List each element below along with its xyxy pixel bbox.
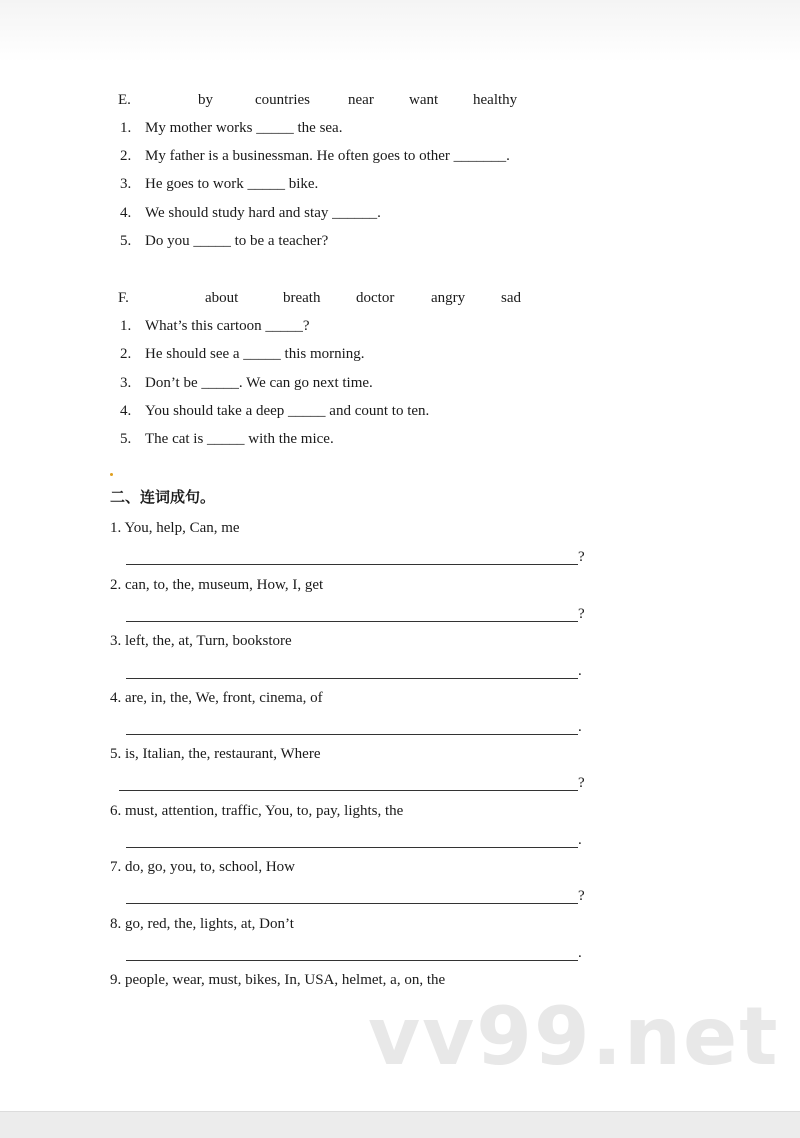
answer-line[interactable]	[126, 678, 578, 679]
item-number: 1.	[120, 318, 132, 334]
scrambled-sentence: 3. left, the, at, Turn, bookstore	[110, 633, 292, 649]
page-top-shade	[0, 0, 800, 62]
exercise-item	[120, 204, 560, 222]
item-number: 3.	[120, 375, 132, 391]
word-bank-word: want	[409, 92, 439, 108]
exercise-item	[120, 232, 560, 250]
item-number: 3.	[120, 176, 132, 192]
scrambled-sentence: 8. go, red, the, lights, at, Don’t	[110, 916, 294, 932]
item-text: My father is a businessman. He often goes to other _______.	[145, 148, 510, 164]
scrambled-sentence: 7. do, go, you, to, school, How	[110, 859, 295, 875]
exercise-item	[120, 147, 560, 165]
word-bank-word: countries	[255, 92, 310, 108]
item-number: 2.	[120, 346, 132, 362]
exercise-item	[120, 402, 560, 420]
item-number: 5.	[120, 431, 132, 447]
answer-line[interactable]	[119, 790, 578, 791]
item-number: 5.	[120, 233, 132, 249]
word-bank-word: healthy	[473, 92, 518, 108]
word-bank-word: angry	[431, 290, 466, 306]
item-text: Don’t be _____. We can go next time.	[145, 375, 373, 391]
end-punctuation: .	[578, 719, 582, 735]
item-number: 4.	[120, 205, 132, 221]
answer-line[interactable]	[126, 564, 578, 565]
section-heading: 二、连词成句。	[110, 488, 216, 506]
section-f-label: F.	[118, 290, 129, 306]
word-bank-word: breath	[283, 290, 321, 306]
answer-line[interactable]	[126, 960, 578, 961]
scrambled-sentence: 2. can, to, the, museum, How, I, get	[110, 577, 324, 593]
end-punctuation: ?	[578, 888, 585, 904]
word-bank-e	[118, 91, 538, 109]
exercise-item	[120, 430, 560, 448]
exercise-item	[120, 119, 560, 137]
viewer-bottom-bar	[0, 1111, 800, 1138]
item-number: 1.	[120, 120, 132, 136]
scrambled-sentence: 6. must, attention, traffic, You, to, pay, lights, the	[110, 803, 404, 819]
stray-dot	[110, 473, 113, 476]
end-punctuation: .	[578, 832, 582, 848]
answer-line[interactable]	[126, 621, 578, 622]
section-e-label: E.	[118, 92, 131, 108]
scrambled-sentence: 9. people, wear, must, bikes, In, USA, helmet, a, on, the	[110, 972, 446, 988]
item-number: 2.	[120, 148, 132, 164]
word-bank-word: sad	[501, 290, 521, 306]
end-punctuation: ?	[578, 549, 585, 565]
scrambled-sentence: 4. are, in, the, We, front, cinema, of	[110, 690, 323, 706]
item-text: He goes to work _____ bike.	[145, 176, 319, 192]
scrambled-sentence: 1. You, help, Can, me	[110, 520, 240, 536]
item-number: 4.	[120, 403, 132, 419]
item-text: Do you _____ to be a teacher?	[145, 233, 329, 249]
exercise-item	[120, 317, 560, 335]
watermark: vv99.net	[368, 990, 780, 1083]
end-punctuation: ?	[578, 775, 585, 791]
item-text: My mother works _____ the sea.	[145, 120, 343, 136]
end-punctuation: ?	[578, 606, 585, 622]
item-text: The cat is _____ with the mice.	[145, 431, 334, 447]
word-bank-word: doctor	[356, 290, 395, 306]
item-text: He should see a _____ this morning.	[145, 346, 365, 362]
exercise-item	[120, 374, 560, 392]
word-bank-word: near	[348, 92, 374, 108]
item-text: What’s this cartoon _____?	[145, 318, 310, 334]
answer-line[interactable]	[126, 734, 578, 735]
answer-line[interactable]	[126, 903, 578, 904]
exercise-item	[120, 345, 560, 363]
word-bank-word: by	[198, 92, 213, 108]
item-text: We should study hard and stay ______.	[145, 205, 381, 221]
word-bank-f	[118, 289, 538, 307]
end-punctuation: .	[578, 663, 582, 679]
answer-line[interactable]	[126, 847, 578, 848]
scrambled-sentence: 5. is, Italian, the, restaurant, Where	[110, 746, 321, 762]
item-text: You should take a deep _____ and count to ten.	[145, 403, 430, 419]
exercise-item	[120, 175, 560, 193]
word-bank-word: about	[205, 290, 239, 306]
end-punctuation: .	[578, 945, 582, 961]
